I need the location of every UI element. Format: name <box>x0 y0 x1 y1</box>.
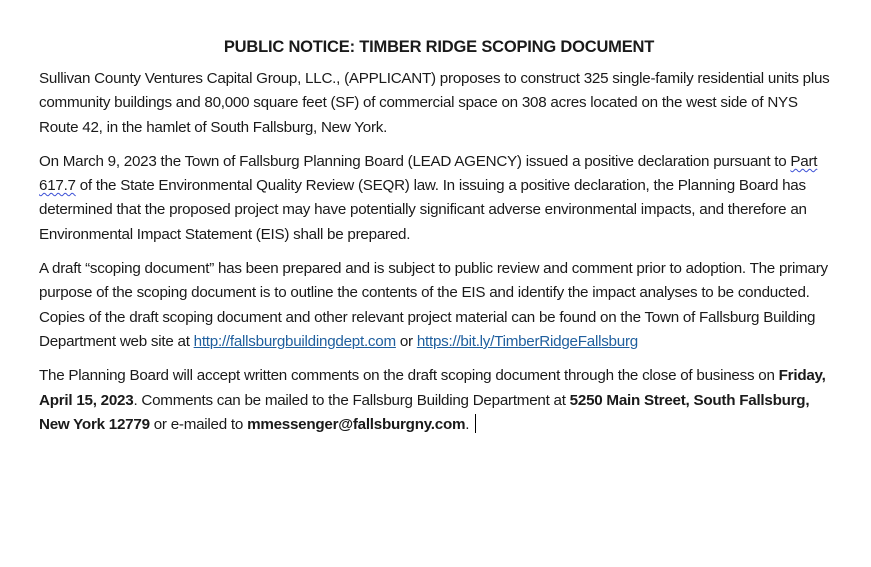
spellcheck-flagged-word[interactable]: Part 617.7 <box>39 152 818 195</box>
comment-deadline: Friday, April 15, 2023 <box>39 367 826 409</box>
paragraph-declaration[interactable] <box>39 150 839 247</box>
contact-email: mmessenger@fallsburgny.com <box>247 415 466 433</box>
declaration-text-before: On March 9, 2023 the Town of Fallsburg Planning Board (LEAD AGENCY) issued a positive declaration pursuant to <box>39 152 791 170</box>
declaration-text-after: of the State Environmental Quality Review (SEQR) law. In issuing a positive declaration, the Planning Board has determined that the proposed project may have potentially significant adverse environmental impacts, and therefore an Environmental Impact Statement (EIS) shall be prepared. <box>39 177 807 243</box>
paragraph-applicant[interactable] <box>39 67 839 140</box>
paragraph-scoping[interactable] <box>39 257 839 354</box>
mailing-address: 5250 Main Street, South Fallsburg, New York 12779 <box>39 391 810 433</box>
paragraph-comments[interactable] <box>39 364 839 437</box>
scoping-text: A draft “scoping document” has been prepared and is subject to public review and comment prior to adoption. The primary purpose of the scoping document is to outline the contents of the EIS and identify the impact analyses to be conducted. Copies of the draft scoping document and other relevant project material can be found on the Town of Fallsburg Building Department web site at <box>39 260 828 350</box>
building-dept-link[interactable]: http://fallsburgbuildingdept.com <box>193 332 396 350</box>
text-cursor <box>475 414 476 433</box>
timber-ridge-link[interactable]: https://bit.ly/TimberRidgeFallsburg <box>416 332 638 350</box>
scoping-or-text: or <box>395 332 417 350</box>
comments-text-3: or e-mailed to <box>149 415 248 433</box>
document-title: PUBLIC NOTICE: TIMBER RIDGE SCOPING DOCUMENT <box>223 38 655 56</box>
comments-text-1: The Planning Board will accept written comments on the draft scoping document through the close of business on <box>39 367 779 385</box>
comments-end: . <box>465 415 470 433</box>
comments-text-2: . Comments can be mailed to the Fallsburg Building Department at <box>133 391 570 409</box>
paragraph-applicant-text: Sullivan County Ventures Capital Group, LLC., (APPLICANT) proposes to construct 325 single-family residential units plus community buildings and 80,000 square feet (SF) of commercial space on 308 acres located on the west side of NYS Route 42, in the hamlet of South Fallsburg, New York. <box>39 70 830 136</box>
document-page[interactable] <box>39 38 839 447</box>
